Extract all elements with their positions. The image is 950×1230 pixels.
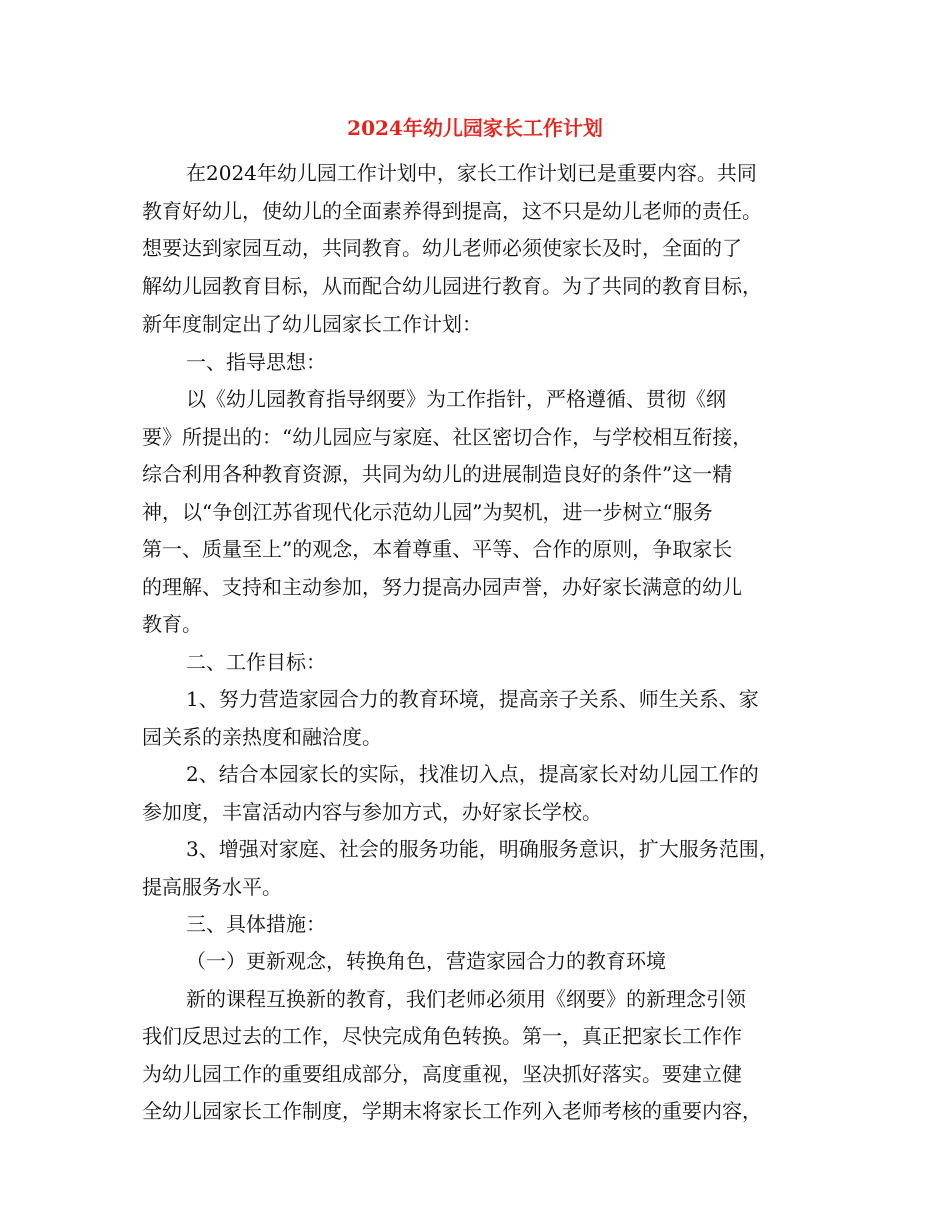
paragraph-line: 的理解、支持和主动参加，努力提高办园声誉，办好家长满意的幼儿 (142, 575, 742, 599)
section-heading: 三、具体措施： (186, 912, 326, 936)
paragraph-line: 新年度制定出了幼儿园家长工作计划： (142, 312, 482, 336)
paragraph-line: 解幼儿园教育目标，从而配合幼儿园进行教育。为了共同的教育目标， (142, 274, 762, 298)
list-item-line: 参加度，丰富活动内容与参加方式，办好家长学校。 (142, 800, 602, 824)
paragraph-line: 在2024年幼儿园工作计划中，家长工作计划已是重要内容。共同 (186, 161, 757, 185)
paragraph-line: 神，以“争创江苏省现代化示范幼儿园”为契机，进一步树立“服务 (142, 500, 713, 524)
paragraph-line: 综合利用各种教育资源，共同为幼儿的进展制造良好的条件”这一精 (142, 462, 733, 486)
paragraph-line: 我们反思过去的工作，尽快完成角色转换。第一，真正把家长工作作 (142, 1024, 742, 1048)
paragraph-line: 新的课程互换新的教育，我们老师必须用《纲要》的新理念引领 (186, 987, 746, 1011)
list-item-line: 园关系的亲热度和融洽度。 (142, 725, 382, 749)
paragraph-line: 以《幼儿园教育指导纲要》为工作指针，严格遵循、贯彻《纲 (186, 387, 726, 411)
paragraph-line: 为幼儿园工作的重要组成部分，高度重视，坚决抓好落实。要建立健 (142, 1062, 742, 1086)
paragraph-line: 第一、质量至上”的观念，本着尊重、平等、合作的原则，争取家长 (142, 537, 733, 561)
list-item-line: 1、努力营造家园合力的教育环境，提高亲子关系、师生关系、家 (186, 687, 759, 711)
list-item-line: 提高服务水平。 (142, 875, 282, 899)
document-title: 2024年幼儿园家长工作计划 (347, 116, 603, 140)
paragraph-line: 全幼儿园家长工作制度，学期末将家长工作列入老师考核的重要内容， (142, 1099, 762, 1123)
paragraph-line: 想要达到家园互动，共同教育。幼儿老师必须使家长及时，全面的了 (142, 236, 742, 260)
paragraph-line: 教育好幼儿，使幼儿的全面素养得到提高，这不只是幼儿老师的责任。 (142, 199, 762, 223)
paragraph-line: 要》所提出的：“幼儿园应与家庭、社区密切合作，与学校相互衔接， (142, 425, 753, 449)
list-item-line: 2、结合本园家长的实际，找准切入点，提高家长对幼儿园工作的 (186, 762, 759, 786)
subsection-heading: （一）更新观念，转换角色，营造家园合力的教育环境 (186, 949, 666, 973)
list-item-line: 3、增强对家庭、社会的服务功能，明确服务意识，扩大服务范围， (186, 837, 779, 861)
section-heading: 一、指导思想： (186, 350, 326, 374)
paragraph-line: 教育。 (142, 612, 202, 636)
section-heading: 二、工作目标： (186, 650, 326, 674)
